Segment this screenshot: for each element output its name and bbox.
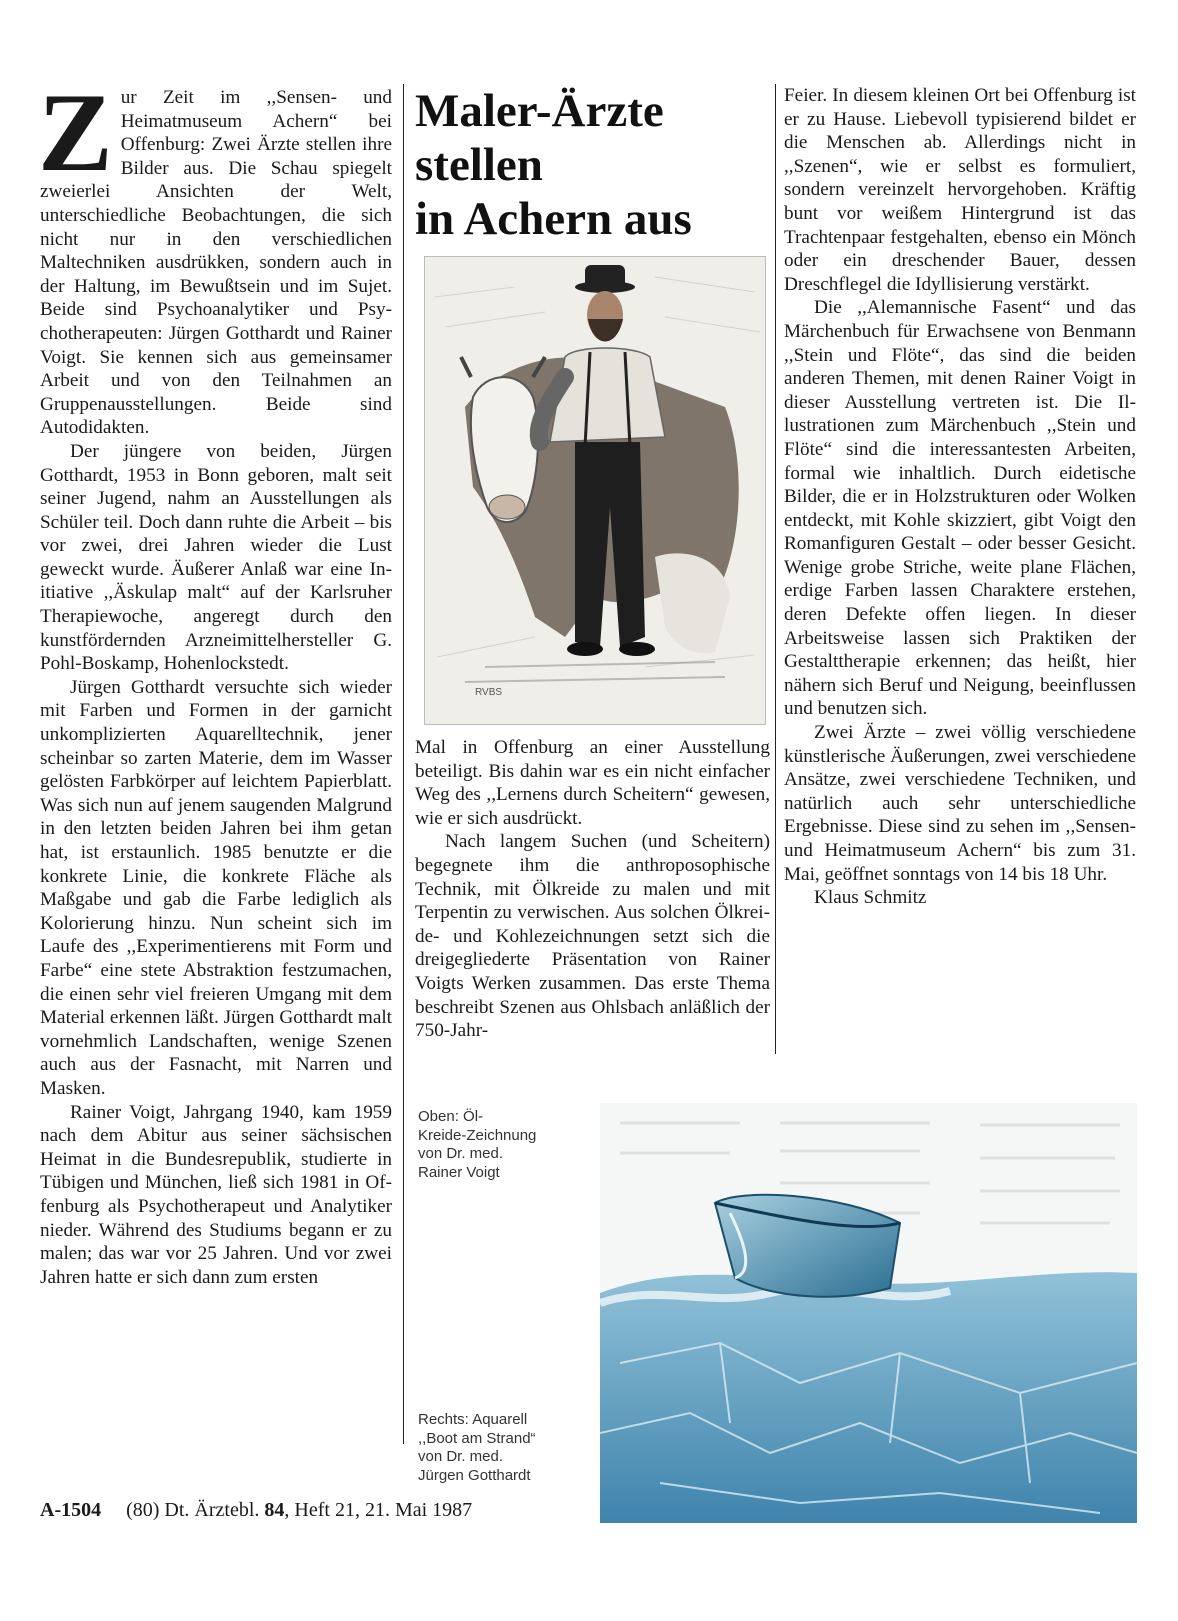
paragraph: Der jüngere von beiden, Jürgen Gotthardt, 1953 in Bonn geboren, malt seit seiner Jugend, nahm an Ausstellungen als Schüler teil. Doch dann ruhte die Arbeit – bis vor zwei, drei Jahren wieder die Lust geweckt wurde. Äußerer Anlaß war eine Initiative ,,Äskulap malt“ auf der Karlsruher Therapiewoche, angeregt durch den kunstfördernden Arzneimittelhersteller G. Pohl-Boskamp, Hohenlockstedt. bbox=[40, 440, 392, 675]
article-column-3 bbox=[784, 84, 1136, 910]
headline-line: stellen bbox=[415, 139, 543, 191]
article-column-1 bbox=[38, 71, 392, 1289]
page-number: A-1504 bbox=[40, 1499, 102, 1521]
caption-line: von Dr. med. bbox=[418, 1448, 504, 1465]
author: Klaus Schmitz bbox=[814, 887, 927, 909]
boat-watercolor bbox=[600, 1103, 1137, 1523]
artist-signature: RVBS bbox=[475, 687, 503, 698]
caption-line: Rainer Voigt bbox=[418, 1163, 500, 1181]
headline-line: in Achern aus bbox=[415, 193, 692, 245]
paragraph: Feier. In diesem kleinen Ort bei Offenburg ist er zu Hause. Liebevoll typisierend bildet er die Menschen ab. Allerdings nicht in ,,Szenen“, wie er selbst es formuliert, sondern vereinzelt hervorgehoben. Kräftig bunt vor weißem Hintergrund ist das Trachtenpaar festgehalten, ebenso ein Mönch oder ein dreschender Bauer, dessen Dreschflegel die Idyllisierung verstärkt. bbox=[784, 85, 1136, 295]
caption-line: ,,Boot am Strand“ bbox=[418, 1429, 536, 1447]
paragraph: Rainer Voigt, Jahrgang 1940, kam 1959 nach dem Abitur aus seiner sächsischen Heimat in die Bundesrepublik, studierte in Tübigen und München, ließ sich 1981 in Offenburg als Psychotherapeut und Analytiker nieder. Während des Studiums begann er zu malen; das war vor 25 Jahren. Und vor zwei Jahren hatte er sich dann zum ersten bbox=[40, 1101, 392, 1288]
paragraph: Jürgen Gotthardt versuchte sich wieder mit Farben und Formen in der garnicht unkomplizierten Aquarelltechnik, jener scheinbar so zarten Materie, dem im Wasser gelösten Farbkörper auf leichtem Papierblatt. Was sich nun auf jenem saugenden Malgrund in den letzten beiden Jahren bei ihm getan hat, ist erstaunlich. 1985 benutzte er die konkrete Linie, die konkrete Fläche als Maßgabe und gab die Farbe lediglich als Kolorierung hinzu. Nun scheint sich im Laufe des ,,Experimentierens mit Form und Farbe“ eine stete Abstraktion festzumachen, die einen sehr viel freieren Umgang mit dem Material erkennen läßt. Jürgen Gotthardt malt vornehmlich Landschaften, wenige Szenen auch aus der Fasnacht, mit Narren und Masken. bbox=[40, 676, 392, 1099]
headline-line: Maler-Ärzte bbox=[415, 85, 664, 137]
journal-volume: 84 bbox=[264, 1499, 285, 1521]
journal-issue-date: , Heft 21, 21. Mai 1987 bbox=[284, 1499, 473, 1521]
boat-on-shore-illustration bbox=[600, 1103, 1137, 1523]
caption-line: Kreide-Zeichnung bbox=[418, 1126, 537, 1144]
caption-line: von Dr. med. bbox=[418, 1145, 504, 1162]
farmer-with-cow-illustration bbox=[425, 257, 765, 724]
article-column-2 bbox=[415, 736, 770, 1043]
caption-line: Jürgen Gotthardt bbox=[418, 1466, 531, 1484]
column-rule-right bbox=[775, 84, 776, 1054]
caption-bottom bbox=[418, 1411, 598, 1485]
paragraph: Zwei Ärzte – zwei völlig verschiedene künstlerische Äußerungen, zwei verschiedene Ansätze, zwei verschiedene Techniken, und natürlich auch sehr unterschiedliche Ergebnisse. Diese sind zu sehen im ,,Sensen- und Heimatmuseum Achern“ bis zum 31. Mai, geöffnet sonntags von 14 bis 18 Uhr. bbox=[784, 722, 1136, 885]
caption-top bbox=[418, 1108, 588, 1182]
caption-line: Oben: Öl- bbox=[418, 1108, 484, 1125]
headline bbox=[415, 84, 775, 246]
paragraph: Mal in Offenburg an einer Ausstellung beteiligt. Bis dahin war es ein nicht einfacher Weg des ,,Lernens durch Scheitern“ gewesen, wie er sich ausdrückt. bbox=[415, 737, 770, 829]
drop-cap: Z bbox=[38, 71, 113, 195]
paragraph: Die ,,Alemannische Fasent“ und das Märchenbuch für Erwachsene von Benmann ,,Stein und Flöte“, das sind die beiden anderen Themen, mit denen Rainer Voigt in dieser Ausstellung vertreten ist. Die Illustrationen zum Märchenbuch ,,Stein und Flöte“ sind die interessantesten Arbeiten, formal wie inhaltlich. Durch eidetische Bilder, die er in Holzstrukturen oder Wolken entdeckt, mit Kohle skizziert, gibt Voigt den Romanfiguren Gestalt – oder besser Gesicht. Wenige grobe Striche, weite plane Flächen, erdige Farben lassen Charaktere erstehen, deren Defekte offen liegen. In dieser Arbeitsweise lassen sich Praktiken der Gestalttherapie erkennen; das heißt, hier nähern sich Beruf und Neigung, beeinflussen und benutzen sich. bbox=[784, 297, 1136, 720]
paragraph: Nach langem Suchen (und Scheitern) begegnete ihm die anthroposophische Technik, mit Ölkreide zu malen und mit Terpentin zu verwischen. Aus solchen Ölkreide- und Kohlezeichnungen setzt sich die dreigegliederte Präsentation von Rainer Voigts Werken zusammen. Das erste Thema beschreibt Szenen aus Ohlsbach anläßlich der 750-Jahr- bbox=[415, 831, 770, 1042]
journal-citation: (80) Dt. Ärztebl. bbox=[126, 1499, 260, 1521]
portrait-drawing bbox=[424, 256, 766, 725]
paragraph: ur Zeit im ,,Sensen- und Heimatmuseum Achern“ bei Offenburg: Zwei Ärzte stellen ihre Bilder aus. Die Schau spiegelt zweierlei Ansichten der Welt, unterschiedliche Beobachtungen, die sich nicht nur in den verschiedlichen Maltechniken ausdrükken, sondern auch in der Haltung, im Bewußtsein und im Sujet. Beide sind Psychoanalytiker und Psychotherapeuten: Jürgen Gotthardt und Rainer Voigt. Sie kennen sich aus gemeinsamer Arbeit und von den Teilnahmen an Gruppenausstellungen. Beide sind Autodidakten. bbox=[40, 87, 392, 439]
column-rule-left bbox=[403, 84, 404, 1444]
caption-line: Rechts: Aquarell bbox=[418, 1411, 528, 1428]
page-footer bbox=[40, 1499, 472, 1522]
